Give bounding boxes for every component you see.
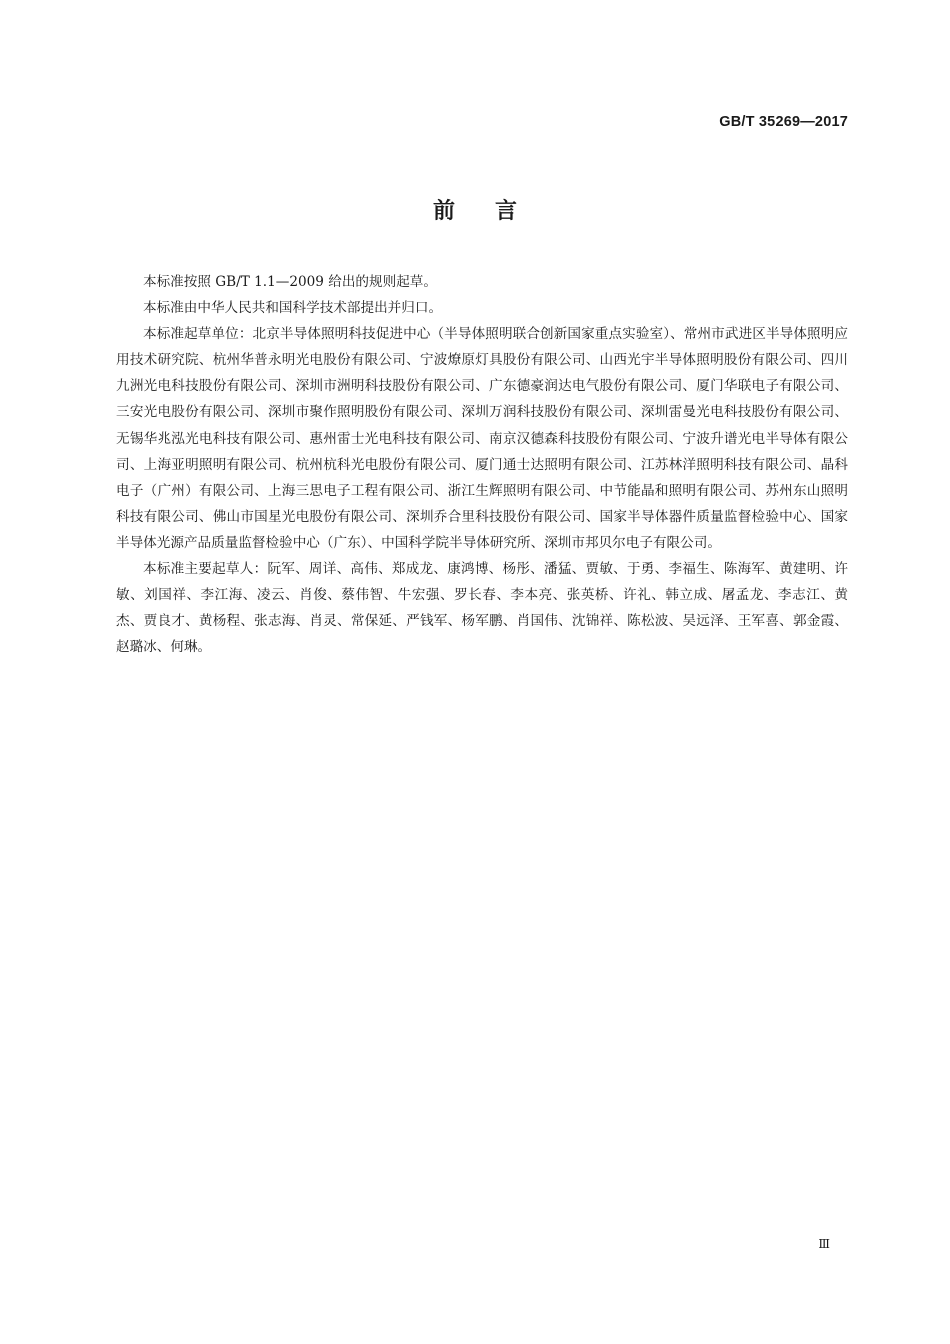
foreword-body <box>116 269 848 660</box>
paragraph-drafting-units: 本标准起草单位：北京半导体照明科技促进中心（半导体照明联合创新国家重点实验室）、常州市武进区半导体照明应用技术研究院、杭州华普永明光电股份有限公司、宁波燎原灯具股份有限公司、山西光宇半导体照明股份有限公司、四川九洲光电科技股份有限公司、深圳市洲明科技股份有限公司、广东德豪润达电气股份有限公司、厦门华联电子有限公司、三安光电股份有限公司、深圳市聚作照明股份有限公司、深圳万润科技股份有限公司、深圳雷曼光电科技股份有限公司、无锡华兆泓光电科技有限公司、惠州雷士光电科技有限公司、南京汉德森科技股份有限公司、宁波升谱光电半导体有限公司、上海亚明照明有限公司、杭州杭科光电股份有限公司、厦门通士达照明有限公司、江苏林洋照明科技有限公司、晶科电子（广州）有限公司、上海三思电子工程有限公司、浙江生辉照明有限公司、中节能晶和照明有限公司、苏州东山照明科技有限公司、佛山市国星光电股份有限公司、深圳乔合里科技股份有限公司、国家半导体器件质量监督检验中心、国家半导体光源产品质量监督检验中心（广东）、中国科学院半导体研究所、深圳市邦贝尔电子有限公司。 <box>116 326 848 551</box>
paragraph-proposer: 本标准由中华人民共和国科学技术部提出并归口。 <box>143 300 443 317</box>
paragraph-drafters: 本标准主要起草人：阮军、周详、高伟、郑成龙、康鸿博、杨彤、潘猛、贾敏、于勇、李福生、陈海军、黄建明、许敏、刘国祥、李江海、凌云、肖俊、蔡伟智、牛宏强、罗长春、李本亮、张英桥、许礼、韩立成、屠孟龙、李志江、黄杰、贾良才、黄杨程、张志海、肖灵、常保延、严钱军、杨军鹏、肖国伟、沈锦祥、陈松波、吴远泽、王军喜、郭金霞、赵璐冰、何琳。 <box>116 561 848 656</box>
paragraph-drafting-rules: 本标准按照 GB/T 1.1—2009 给出的规则起草。 <box>143 274 437 290</box>
page-title: 前言 <box>432 199 557 224</box>
standard-code: GB/T 35269—2017 <box>719 114 848 130</box>
page-number: Ⅲ <box>818 1237 830 1251</box>
